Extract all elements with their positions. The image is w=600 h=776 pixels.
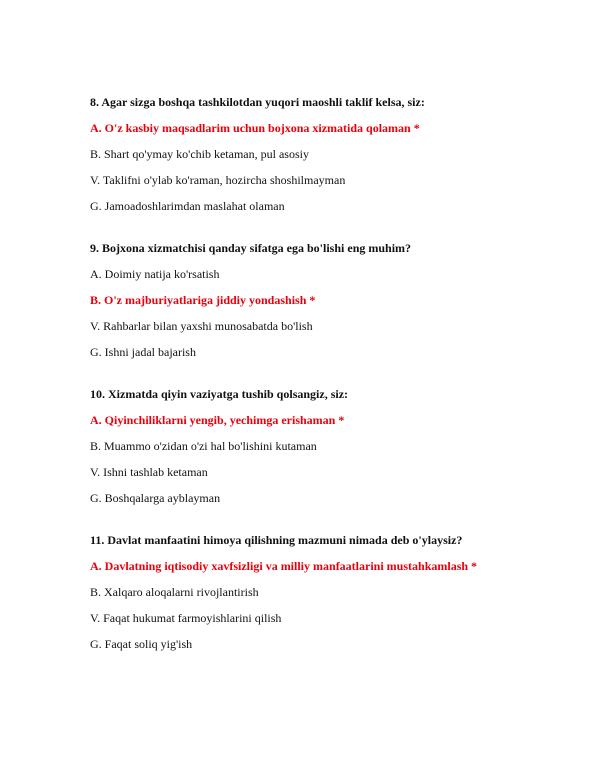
question-8 <box>90 94 570 214</box>
question-text: 9. Bojxona xizmatchisi qanday sifatga ega bo'lishi eng muhim? <box>90 241 412 255</box>
question-text: 10. Xizmatda qiyin vaziyatga tushib qolsangiz, siz: <box>90 387 349 401</box>
question-11 <box>90 532 570 652</box>
option-b-correct: B. O'z majburiyatlariga jiddiy yondashish * <box>90 293 316 307</box>
document-page <box>90 94 570 678</box>
question-10 <box>90 386 570 506</box>
option-v: V. Rahbarlar bilan yaxshi munosabatda bo'lish <box>90 319 313 333</box>
option-g: G. Jamoadoshlarimdan maslahat olaman <box>90 199 285 213</box>
option-a-correct: A. Qiyinchiliklarni yengib, yechimga erishaman * <box>90 413 345 427</box>
question-text: 11. Davlat manfaatini himoya qilishning mazmuni nimada deb o'ylaysiz? <box>90 533 463 547</box>
option-b: B. Muammo o'zidan o'zi hal bo'lishini kutaman <box>90 439 317 453</box>
option-b: B. Shart qo'ymay ko'chib ketaman, pul asosiy <box>90 147 309 161</box>
question-9 <box>90 240 570 360</box>
option-g: G. Faqat soliq yig'ish <box>90 637 193 651</box>
option-g: G. Boshqalarga ayblayman <box>90 491 221 505</box>
option-v: V. Faqat hukumat farmoyishlarini qilish <box>90 611 282 625</box>
option-v: V. Ishni tashlab ketaman <box>90 465 208 479</box>
option-a-correct: A. Davlatning iqtisodiy xavfsizligi va milliy manfaatlarini mustahkamlash * <box>90 559 478 573</box>
option-v: V. Taklifni o'ylab ko'raman, hozircha shoshilmayman <box>90 173 346 187</box>
option-a-correct: A. O'z kasbiy maqsadlarim uchun bojxona xizmatida qolaman * <box>90 121 420 135</box>
option-g: G. Ishni jadal bajarish <box>90 345 196 359</box>
option-a: A. Doimiy natija ko'rsatish <box>90 267 220 281</box>
option-b: B. Xalqaro aloqalarni rivojlantirish <box>90 585 259 599</box>
question-text: 8. Agar sizga boshqa tashkilotdan yuqori maoshli taklif kelsa, siz: <box>90 95 425 109</box>
